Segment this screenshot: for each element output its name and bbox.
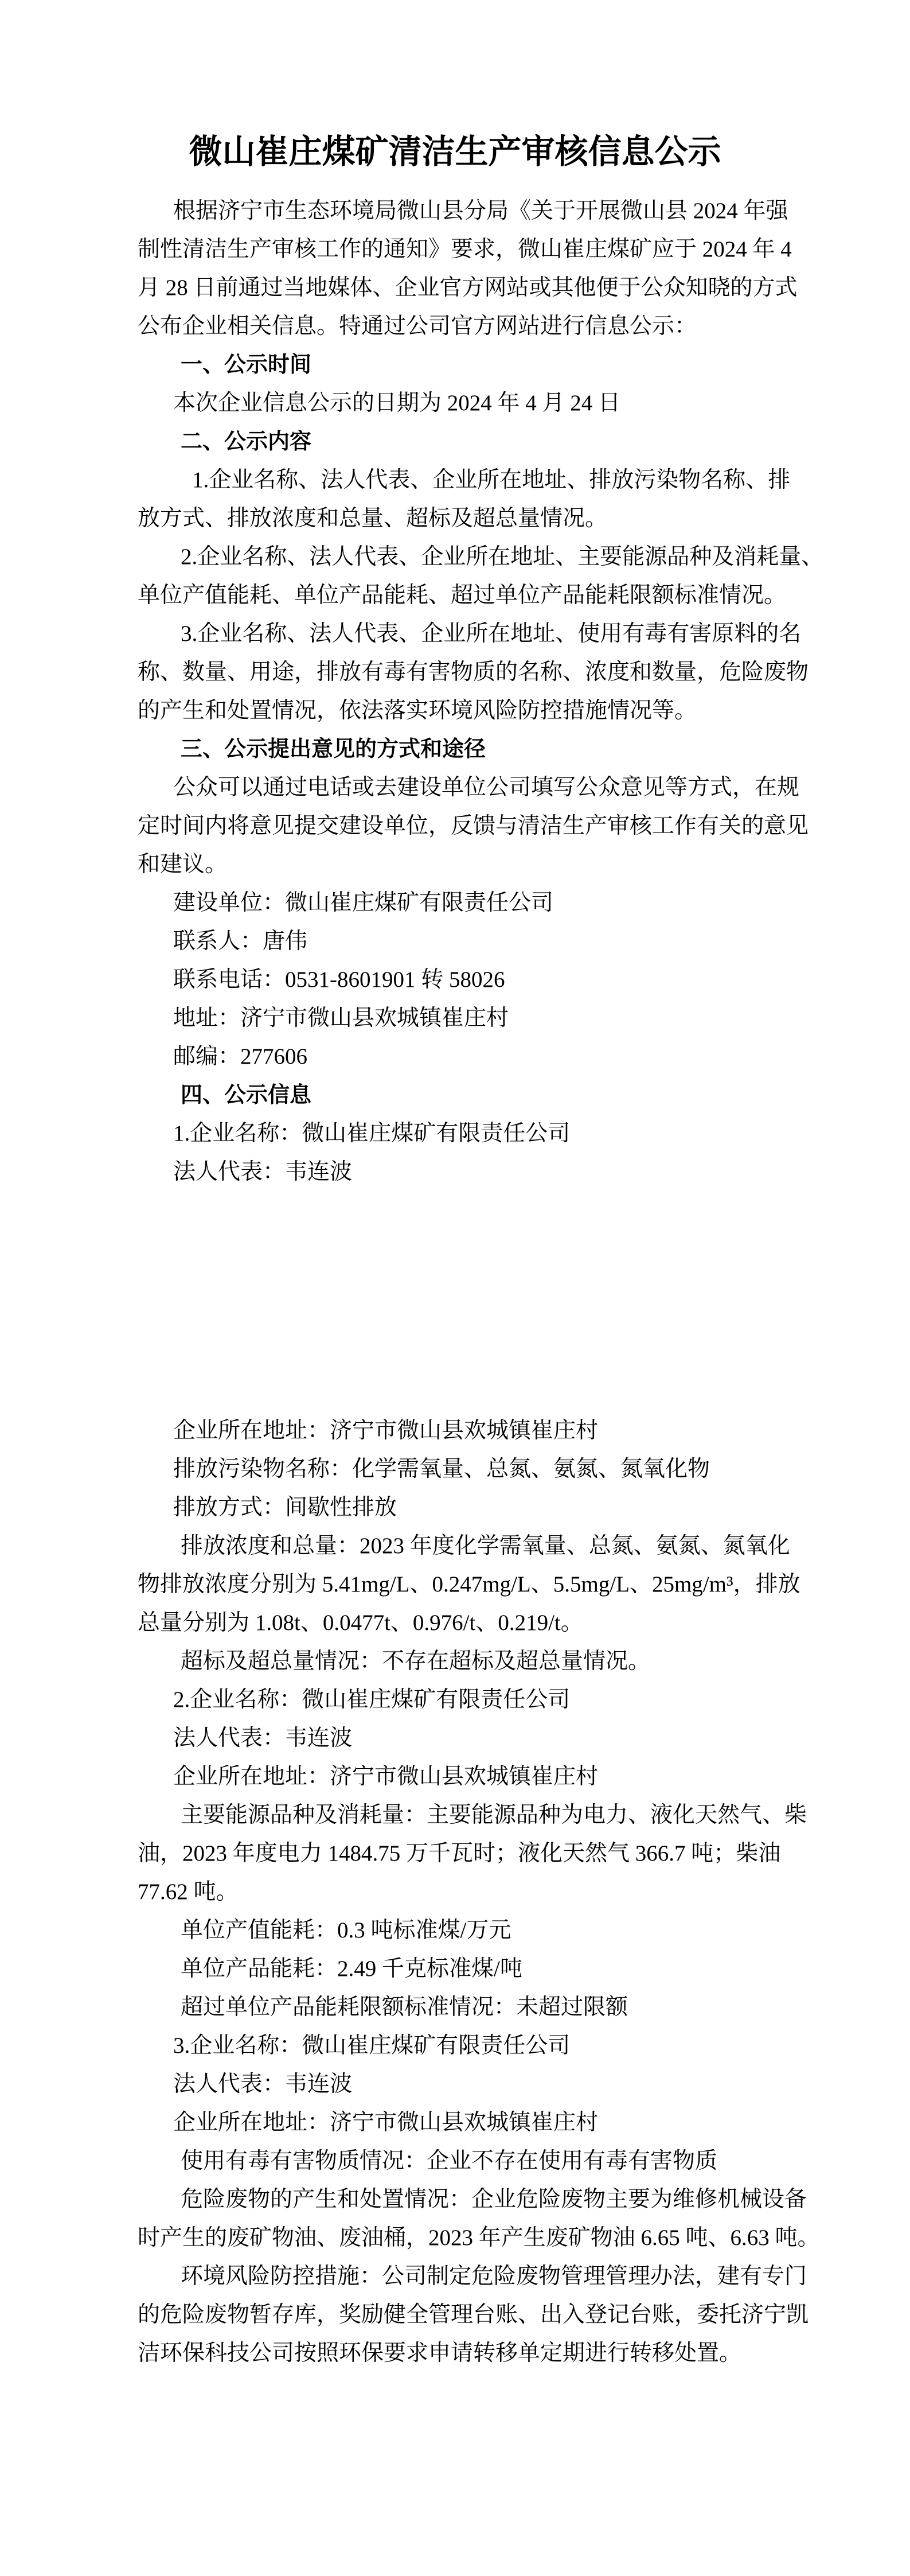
section-heading bbox=[138, 1076, 775, 1114]
paragraph bbox=[138, 614, 809, 730]
paragraph bbox=[138, 2142, 775, 2180]
paragraph-line: 油，2023 年度电力 1484.75 万千瓦时；液化天然气 366.7 吨；柴油 bbox=[138, 1841, 781, 1866]
paragraph-line: 公布企业相关信息。特通过公司官方网站进行信息公示： bbox=[138, 314, 697, 338]
paragraph bbox=[138, 2103, 775, 2142]
paragraph bbox=[138, 1642, 775, 1680]
paragraph-line: 排放方式：间歇性排放 bbox=[173, 1495, 397, 1520]
paragraph-line: 排放污染物名称：化学需氧量、总氮、氨氮、氮氧化物 bbox=[173, 1457, 710, 1481]
paragraph bbox=[138, 1153, 775, 1191]
paragraph bbox=[138, 1719, 775, 1757]
paragraph-line: 建设单位：微山崔庄煤矿有限责任公司 bbox=[173, 890, 554, 915]
paragraph-line: 制性清洁生产审核工作的通知》要求，微山崔庄煤矿应于 2024 年 4 bbox=[138, 237, 792, 262]
paragraph-line: 2.企业名称、法人代表、企业所在地址、主要能源品种及消耗量、 bbox=[181, 544, 824, 569]
document-body bbox=[138, 192, 824, 2372]
paragraph-line: 联系电话：0531-8601901 转 58026 bbox=[173, 967, 505, 992]
paragraph-line: 企业所在地址：济宁市微山县欢城镇崔庄村 bbox=[173, 1764, 599, 1789]
heading-text: 二、公示内容 bbox=[181, 429, 312, 454]
paragraph-line: 公众可以通过电话或去建设单位公司填写公众意见等方式，在规 bbox=[173, 775, 800, 800]
paragraph bbox=[138, 1411, 775, 1450]
paragraph bbox=[138, 2257, 809, 2372]
paragraph-line: 1.企业名称：微山崔庄煤矿有限责任公司 bbox=[173, 1121, 571, 1146]
paragraph-line: 总量分别为 1.08t、0.0477t、0.976/t、0.219/t。 bbox=[138, 1610, 583, 1635]
paragraph bbox=[138, 1757, 775, 1796]
paragraph bbox=[138, 1037, 775, 1076]
paragraph-line: 时产生的废矿物油、废油桶，2023 年产生废矿物油 6.65 吨、6.63 吨。 bbox=[138, 2225, 820, 2250]
paragraph bbox=[138, 1527, 800, 1642]
paragraph bbox=[138, 192, 798, 345]
section-heading bbox=[138, 345, 775, 384]
paragraph-line: 单位产值能耗、单位产品能耗、超过单位产品能耗限额标准情况。 bbox=[138, 583, 787, 608]
paragraph bbox=[138, 1488, 775, 1527]
paragraph-line: 物排放浓度分别为 5.41mg/L、0.247mg/L、5.5mg/L、25mg/m³，排放 bbox=[138, 1572, 800, 1597]
paragraph-line: 法人代表：韦连波 bbox=[173, 1726, 353, 1750]
heading-text: 三、公示提出意见的方式和途径 bbox=[181, 736, 486, 761]
paragraph bbox=[138, 1450, 775, 1488]
paragraph-line: 地址：济宁市微山县欢城镇崔庄村 bbox=[173, 1006, 509, 1030]
paragraph-line: 超标及超总量情况：不存在超标及超总量情况。 bbox=[181, 1649, 651, 1674]
paragraph-line: 2.企业名称：微山崔庄煤矿有限责任公司 bbox=[173, 1687, 571, 1712]
paragraph-line: 单位产品能耗：2.49 千克标准煤/吨 bbox=[181, 1956, 522, 1981]
paragraph-line: 排放浓度和总量：2023 年度化学需氧量、总氮、氨氮、氮氧化 bbox=[181, 1534, 790, 1558]
paragraph-line: 法人代表：韦连波 bbox=[173, 2072, 353, 2096]
heading-text: 一、公示时间 bbox=[181, 352, 312, 377]
paragraph-line: 3.企业名称、法人代表、企业所在地址、使用有毒有害原料的名 bbox=[181, 621, 802, 646]
paragraph-line: 邮编：277606 bbox=[173, 1044, 308, 1069]
paragraph-line: 企业所在地址：济宁市微山县欢城镇崔庄村 bbox=[173, 1418, 599, 1443]
paragraph-line: 企业所在地址：济宁市微山县欢城镇崔庄村 bbox=[173, 2110, 599, 2135]
paragraph-line: 主要能源品种及消耗量：主要能源品种为电力、液化天然气、柴 bbox=[181, 1803, 807, 1827]
paragraph bbox=[138, 1949, 775, 1988]
paragraph bbox=[138, 2065, 775, 2103]
paragraph bbox=[138, 384, 775, 422]
paragraph-line: 使用有毒有害物质情况：企业不存在使用有毒有害物质 bbox=[181, 2149, 718, 2173]
paragraph bbox=[138, 768, 809, 884]
paragraph-line: 和建议。 bbox=[138, 852, 228, 877]
paragraph bbox=[138, 2180, 820, 2257]
paragraph bbox=[138, 1680, 775, 1719]
paragraph bbox=[138, 999, 775, 1037]
paragraph bbox=[138, 2026, 775, 2065]
paragraph bbox=[138, 1796, 807, 1911]
paragraph bbox=[138, 1114, 775, 1153]
paragraph bbox=[138, 538, 824, 614]
paragraph-line: 超过单位产品能耗限额标准情况：未超过限额 bbox=[181, 1995, 628, 2019]
paragraph-line: 3.企业名称：微山崔庄煤矿有限责任公司 bbox=[173, 2033, 571, 2058]
paragraph bbox=[138, 922, 775, 960]
paragraph-line: 的产生和处置情况，依法落实环境风险防控措施情况等。 bbox=[138, 698, 697, 723]
paragraph-line: 单位产值能耗：0.3 吨标准煤/万元 bbox=[181, 1918, 511, 1943]
section-heading bbox=[138, 730, 775, 768]
paragraph bbox=[138, 1911, 775, 1949]
paragraph bbox=[138, 1988, 775, 2026]
paragraph-line: 联系人：唐伟 bbox=[173, 929, 308, 954]
heading-text: 四、公示信息 bbox=[181, 1082, 312, 1107]
paragraph-line: 的危险废物暂存库，奖励健全管理台账、出入登记台账，委托济宁凯 bbox=[138, 2302, 809, 2327]
paragraph-line: 本次企业信息公示的日期为 2024 年 4 月 24 日 bbox=[173, 391, 621, 415]
paragraph-line: 洁环保科技公司按照环保要求申请转移单定期进行转移处置。 bbox=[138, 2341, 742, 2365]
paragraph-line: 法人代表：韦连波 bbox=[173, 1159, 353, 1184]
paragraph-line: 1.企业名称、法人代表、企业所在地址、排放污染物名称、排 bbox=[192, 468, 791, 492]
paragraph-line: 月 28 日前通过当地媒体、企业官方网站或其他便于公众知晓的方式 bbox=[138, 275, 798, 300]
section-heading bbox=[138, 422, 775, 461]
paragraph-line: 定时间内将意见提交建设单位，反馈与清洁生产审核工作有关的意见 bbox=[138, 814, 809, 838]
paragraph bbox=[138, 960, 775, 999]
paragraph-line: 77.62 吨。 bbox=[138, 1880, 239, 1904]
paragraph-line: 称、数量、用途，排放有毒有害物质的名称、浓度和数量，危险废物 bbox=[138, 660, 809, 684]
page-title: 微山崔庄煤矿清洁生产审核信息公示 bbox=[189, 131, 721, 171]
paragraph bbox=[138, 884, 775, 922]
paragraph bbox=[138, 461, 791, 538]
paragraph-line: 危险废物的产生和处置情况：企业危险废物主要为维修机械设备 bbox=[181, 2187, 807, 2212]
paragraph-line: 根据济宁市生态环境局微山县分局《关于开展微山县 2024 年强 bbox=[173, 199, 788, 223]
paragraph-line: 环境风险防控措施：公司制定危险废物管理管理办法，建有专门 bbox=[181, 2264, 807, 2289]
paragraph-line: 放方式、排放浓度和总量、超标及超总量情况。 bbox=[138, 506, 608, 531]
